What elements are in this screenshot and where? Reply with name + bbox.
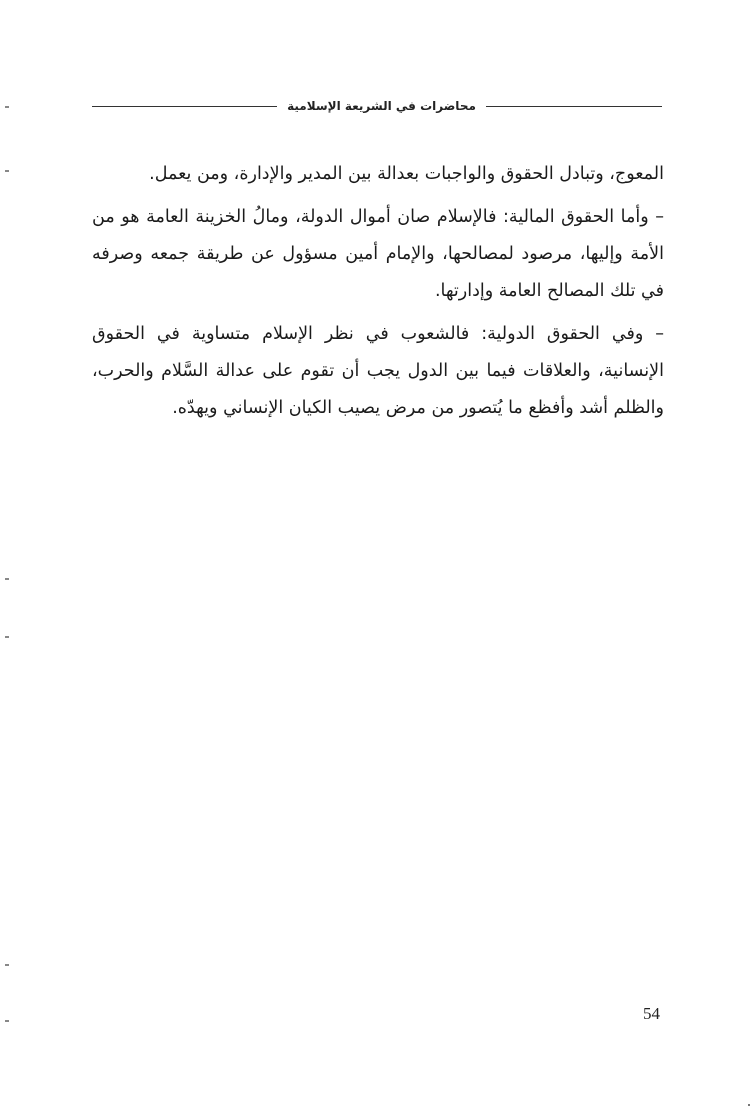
margin-mark	[5, 578, 9, 580]
margin-mark	[5, 636, 9, 638]
header-rule-right	[486, 106, 662, 107]
paragraph: – وأما الحقوق المالية: فالإسلام صان أموال الدولة، ومالُ الخزينة العامة هو من الأمة وإليها، مرصود لمصالحها، والإمام أمين مسؤول عن طريقة جمعه وصرفه في تلك المصالح العامة وإدارتها.	[92, 207, 664, 301]
paragraph: المعوج، وتبادل الحقوق والواجبات بعدالة بين المدير والإدارة، ومن يعمل.	[149, 164, 664, 184]
margin-mark	[5, 106, 9, 108]
margin-mark	[5, 964, 9, 966]
header-title: محاضرات في الشريعة الإسلامية	[287, 99, 476, 113]
margin-mark	[5, 170, 9, 172]
margin-mark	[5, 1020, 9, 1022]
header-rule-left	[92, 106, 277, 107]
corner-dot	[748, 1104, 750, 1106]
paragraph: – وفي الحقوق الدولية: فالشعوب في نظر الإسلام متساوية في الحقوق الإنسانية، والعلاقات فيما بين الدول يجب أن تقوم على عدالة السَّلام والحرب، والظلم أشد وأفظع ما يُتصور من مرض يصيب الكيان الإنساني ويهدّه.	[92, 324, 664, 418]
body-text	[92, 156, 664, 433]
running-header	[92, 94, 662, 118]
page-number: 54	[643, 1004, 660, 1023]
